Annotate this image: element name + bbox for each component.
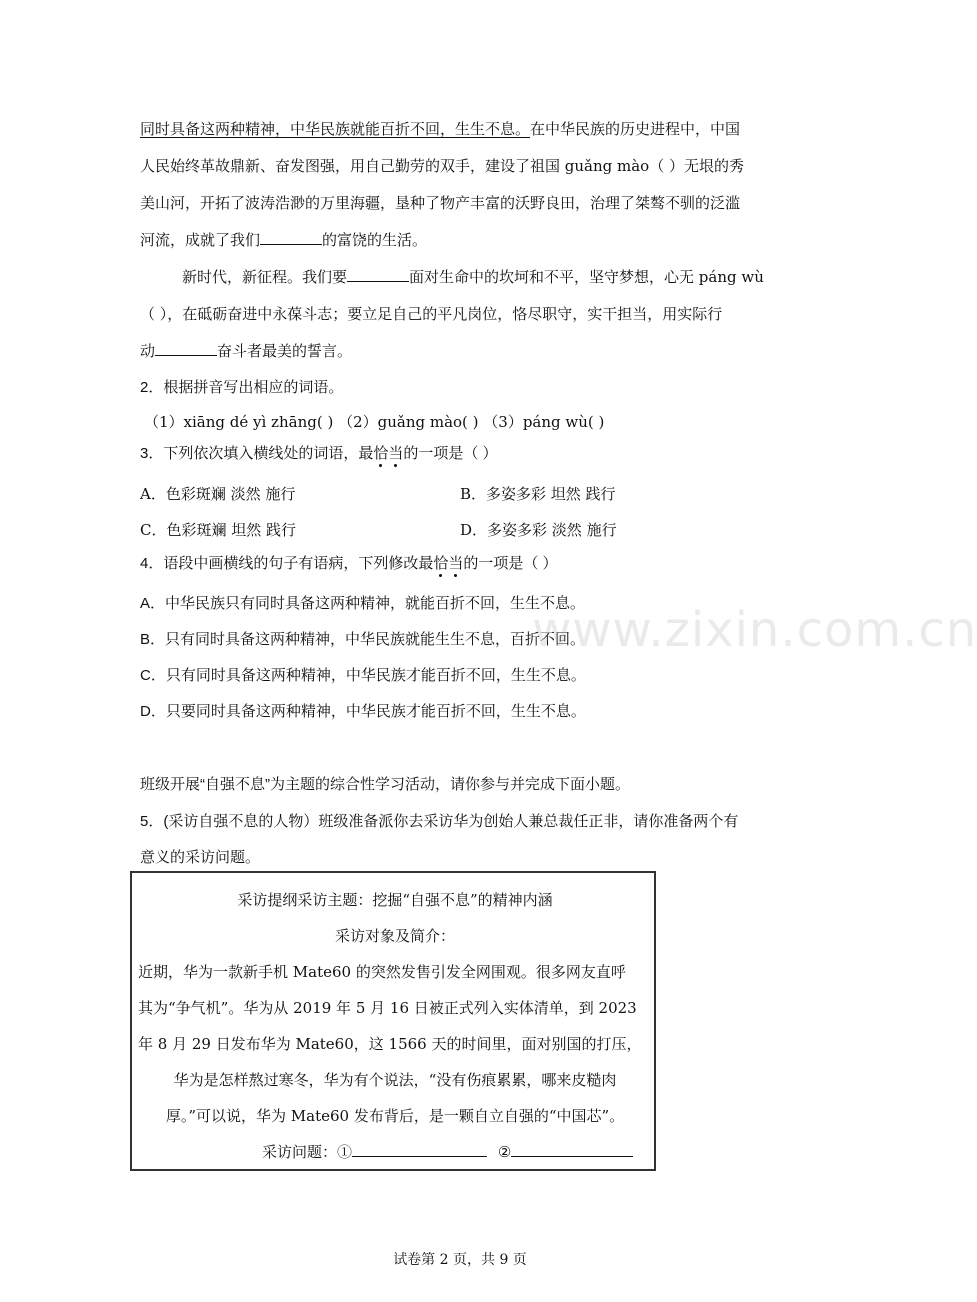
question-3-stem xyxy=(140,442,780,463)
passage-line-4 xyxy=(140,229,780,250)
question-4-option-c[interactable]: C．只有同时具备这两种精神，中华民族才能百折不回，生生不息。 xyxy=(140,667,586,684)
fill-blank-3[interactable] xyxy=(155,341,217,356)
passage-text: 的富饶的生活。 xyxy=(322,231,428,249)
activity-intro: 班级开展“自强不息”为主题的综合性学习活动，请你参与并完成下面小题。 xyxy=(140,776,630,793)
stem-text: 的一项是（ ） xyxy=(463,555,558,572)
outline-text-1: 近期，华为一款新手机 Mate60 的突然发售引发全网围观。很多网友直呼 xyxy=(138,963,626,981)
passage-line-6: （ ），在砥砺奋进中永葆斗志；要立足自己的平凡岗位，恪尽职守，实干担当，用实际行 xyxy=(140,305,723,323)
option-d[interactable]: D．多姿多彩 淡然 施行 xyxy=(460,521,617,539)
passage-line-1 xyxy=(140,118,780,139)
outline-text-5: 厚。”可以说，华为 Mate60 发布背后，是一颗自立自强的“中国芯”。 xyxy=(165,1107,625,1125)
passage-text: 河流，成就了我们 xyxy=(140,231,261,249)
question-4-option-d[interactable]: D．只要同时具备这两种精神，中华民族才能百折不回，生生不息。 xyxy=(140,703,586,720)
watermark: www.zixin.com.cn xyxy=(532,602,977,658)
outline-text-2: 其为“争气机”。华为从 2019 年 5 月 16 日被正式列入实体清单，到 2023 xyxy=(138,999,637,1017)
question-5-line-1: 5．(采访自强不息的人物）班级准备派你去采访华为创始人兼总裁任正非，请你准备两个有 xyxy=(140,813,739,830)
passage-text: 在中华民族的历史进程中，中国 xyxy=(530,120,741,138)
option-a[interactable]: A．色彩斑斓 淡然 施行 xyxy=(140,485,296,503)
interview-outline-box xyxy=(130,871,656,1171)
question-2-items[interactable]: （1）xiāng dé yì zhāng( ) （2）guǎng mào( ) （3）páng wù( ) xyxy=(144,413,605,431)
option-b[interactable]: B．多姿多彩 坦然 践行 xyxy=(460,485,616,503)
emphasis-char: 恰 xyxy=(433,555,449,572)
interview-questions-row xyxy=(262,1141,768,1162)
emphasis-char: 恰 xyxy=(373,445,389,462)
question-2-stem: 2．根据拼音写出相应的词语。 xyxy=(140,379,344,396)
stem-text: 4．语段中画横线的句子有语病，下列修改最 xyxy=(140,555,434,572)
question-3-options-row-2 xyxy=(140,519,780,540)
stem-text: 3．下列依次填入横线处的词语，最 xyxy=(140,445,374,462)
emphasis-char: 当 xyxy=(448,555,464,572)
circled-one-icon: ① xyxy=(337,1143,353,1161)
answer-blank-1[interactable] xyxy=(352,1142,487,1157)
passage-line-7 xyxy=(140,340,780,361)
question-3-options-row-1 xyxy=(140,483,780,504)
passage-text: 面对生命中的坎坷和不平，坚守梦想，心无 páng wù xyxy=(409,268,764,286)
outline-text-4: 华为是怎样熬过寒冬，华为有个说法，“没有伤痕累累，哪来皮糙肉 xyxy=(173,1071,617,1089)
passage-text: 动 xyxy=(140,342,156,360)
outline-title: 采访提纲采访主题：挖掘“自强不息”的精神内涵 xyxy=(237,891,553,909)
fill-blank-2[interactable] xyxy=(347,267,409,282)
fill-blank-1[interactable] xyxy=(260,230,322,245)
option-c[interactable]: C．色彩斑斓 坦然 践行 xyxy=(140,521,297,539)
underlined-sentence: 同时具备这两种精神，中华民族就能百折不回，生生不息。 xyxy=(140,120,531,138)
question-4-stem xyxy=(140,552,780,573)
question-4-option-b[interactable]: B．只有同时具备这两种精神，中华民族就能生生不息，百折不回。 xyxy=(140,631,586,648)
question-5-line-2: 意义的采访问题。 xyxy=(140,849,261,866)
question-4-option-a[interactable]: A．中华民族只有同时具备这两种精神，就能百折不回，生生不息。 xyxy=(140,595,586,612)
passage-text: 奋斗者最美的誓言。 xyxy=(217,342,353,360)
passage-text: 新时代，新征程。我们要 xyxy=(182,268,348,286)
passage-line-2: 人民始终革故鼎新、奋发图强，用自己勤劳的双手，建设了祖国 guǎng mào（ ）无垠的秀 xyxy=(140,157,744,175)
emphasis-char: 当 xyxy=(388,445,404,462)
outline-text-3: 年 8 月 29 日发布华为 Mate60，这 1566 天的时间里，面对别国的打压， xyxy=(138,1035,642,1053)
stem-text: 的一项是（ ） xyxy=(403,445,498,462)
page-footer: 试卷第 2 页，共 9 页 xyxy=(393,1252,527,1268)
passage-line-3: 美山河，开拓了波涛浩渺的万里海疆，垦种了物产丰富的沃野良田，治理了桀骜不驯的泛滥 xyxy=(140,194,741,212)
outline-subtitle: 采访对象及简介： xyxy=(334,927,455,945)
answer-blank-2[interactable] xyxy=(511,1142,633,1157)
circled-two-icon: ② xyxy=(497,1143,512,1161)
interview-questions-label: 采访问题： xyxy=(262,1143,338,1161)
passage-line-5 xyxy=(182,266,782,287)
